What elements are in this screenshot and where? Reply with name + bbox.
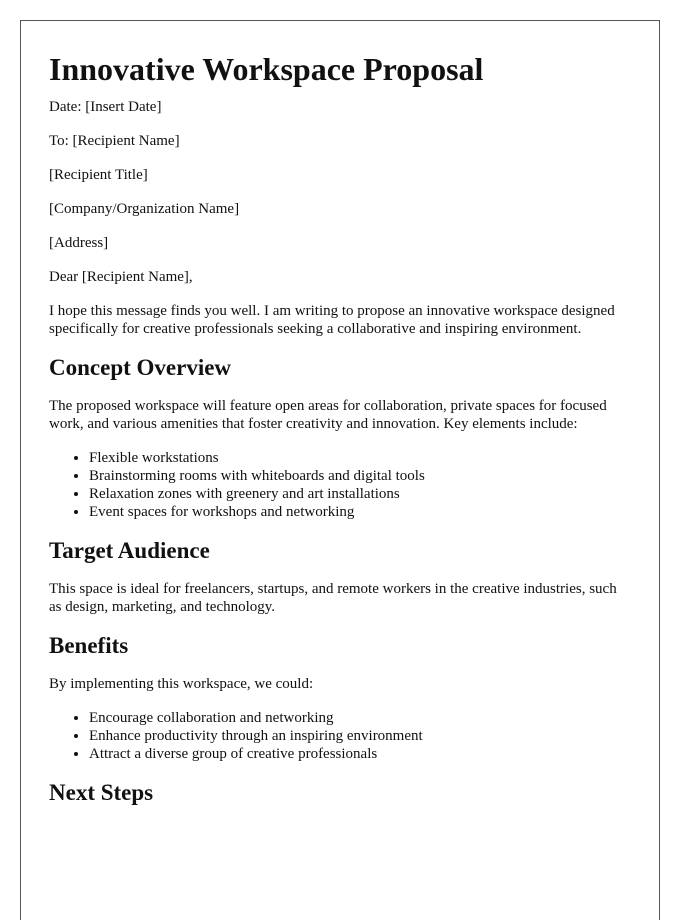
list-item: • Attract a diverse group of creative professionals xyxy=(89,745,631,763)
benefits-paragraph: By implementing this workspace, we could: xyxy=(49,676,314,692)
list-item: • Relaxation zones with greenery and art installations xyxy=(89,485,631,503)
audience-paragraph: This space is ideal for freelancers, startups, and remote workers in the creative industries, such as design, marketing, and technology. xyxy=(49,581,617,615)
recipient-name-line: To: [Recipient Name] xyxy=(49,133,180,149)
audience-heading: Target Audience xyxy=(49,538,210,563)
list-item: • Encourage collaboration and networking xyxy=(89,709,631,727)
list-item: • Brainstorming rooms with whiteboards and digital tools xyxy=(89,467,631,485)
concept-list xyxy=(49,449,631,521)
letter-page xyxy=(20,20,660,920)
salutation: Dear [Recipient Name], xyxy=(49,269,193,285)
concept-heading: Concept Overview xyxy=(49,355,232,380)
date-line: Date: [Insert Date] xyxy=(49,99,162,115)
list-item: • Event spaces for workshops and networking xyxy=(89,503,631,521)
address-line: [Address] xyxy=(49,235,109,251)
intro-paragraph: I hope this message finds you well. I am writing to propose an innovative workspace designed specifically for creative professionals seeking a collaborative and inspiring environment. xyxy=(49,303,615,337)
company-line: [Company/Organization Name] xyxy=(49,201,240,217)
recipient-title-line: [Recipient Title] xyxy=(49,167,148,183)
next-steps-heading: Next Steps xyxy=(49,780,154,805)
concept-paragraph: The proposed workspace will feature open areas for collaboration, private spaces for focused work, and various amenities that foster creativity and innovation. Key elements include: xyxy=(49,398,607,432)
document-title: Innovative Workspace Proposal xyxy=(49,51,484,87)
list-item: • Flexible workstations xyxy=(89,449,631,467)
benefits-heading: Benefits xyxy=(49,633,129,658)
benefits-list xyxy=(49,709,631,763)
list-item: • Enhance productivity through an inspiring environment xyxy=(89,727,631,745)
